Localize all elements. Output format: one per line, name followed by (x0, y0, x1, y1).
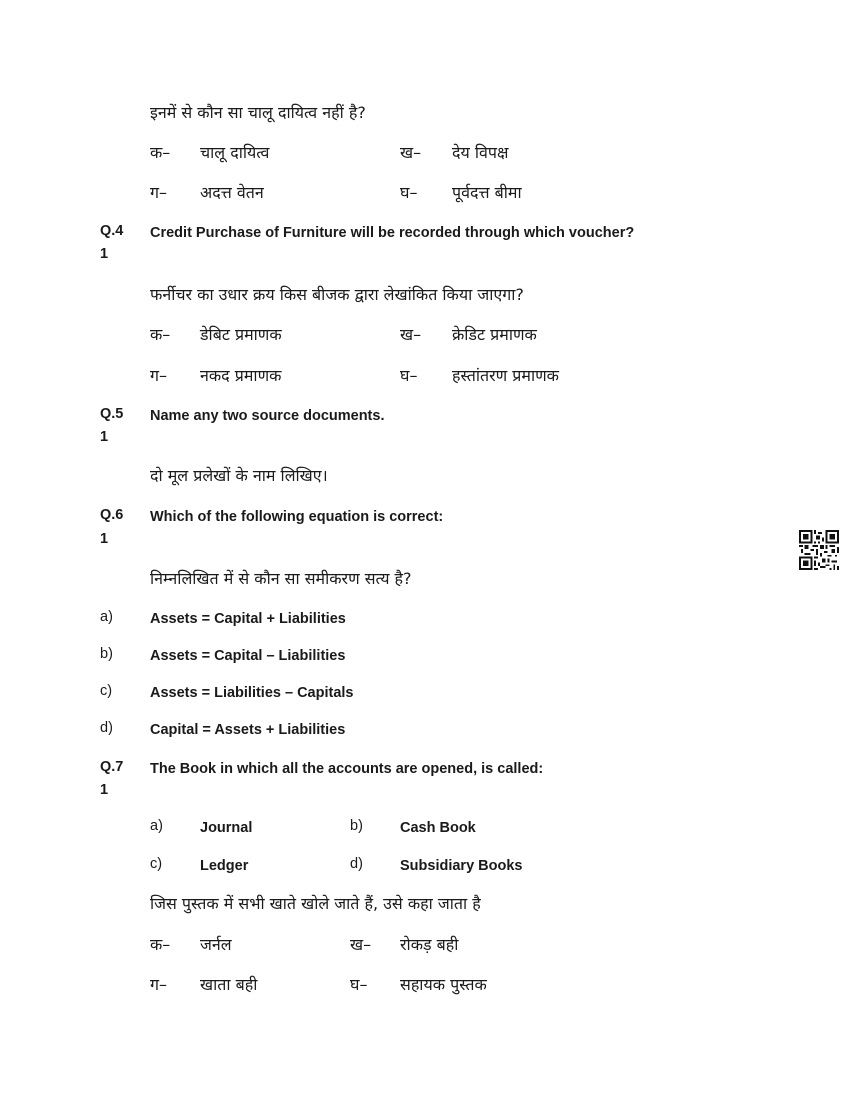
q4-option-text: क्रेडिट प्रमाणक (452, 325, 537, 344)
q6-marks: 1 (100, 531, 109, 547)
q3-option-text: पूर्वदत्त बीमा (452, 183, 522, 202)
q6-option-label: a) (100, 609, 113, 625)
q3-option-text: चालू दायित्व (200, 143, 270, 162)
q6-hindi-question: निम्नलिखित में से कौन सा समीकरण सत्य है? (150, 569, 412, 588)
qr-code-icon (799, 530, 839, 570)
q7-english-question: The Book in which all the accounts are opened, is called: (150, 761, 544, 777)
q4-option-label: घ– (400, 366, 418, 385)
q4-option-text: हस्तांतरण प्रमाणक (452, 366, 559, 385)
q4-option-label: ग– (150, 366, 168, 385)
q3-hindi-question: इनमें से कौन सा चालू दायित्व नहीं है? (150, 103, 366, 122)
q7-number: Q.7 (100, 759, 124, 775)
q4-marks: 1 (100, 246, 109, 262)
q4-option-label: क– (150, 325, 171, 344)
q6-option-text: Assets = Capital + Liabilities (150, 611, 346, 627)
q3-option-label: घ– (400, 183, 418, 202)
q6-english-question: Which of the following equation is correct: (150, 509, 444, 525)
q4-english-question: Credit Purchase of Furniture will be recorded through which voucher? (150, 225, 635, 241)
q7-option-label: a) (150, 818, 163, 834)
q7-option-label: b) (350, 818, 363, 834)
q7-marks: 1 (100, 782, 109, 798)
q7-hindi-option-label: ग– (150, 975, 168, 994)
q3-option-text: देय विपक्ष (452, 143, 509, 162)
q4-option-label: ख– (400, 325, 422, 344)
q7-option-text: Ledger (200, 858, 249, 874)
q7-option-label: c) (150, 856, 163, 872)
q7-hindi-option-label: ख– (350, 935, 372, 954)
q6-option-label: b) (100, 646, 113, 662)
q7-hindi-option-text: रोकड़ बही (400, 935, 459, 954)
q7-option-text: Journal (200, 820, 253, 836)
q6-option-text: Capital = Assets + Liabilities (150, 722, 346, 738)
q7-hindi-option-text: खाता बही (200, 975, 258, 994)
q4-number: Q.4 (100, 223, 124, 239)
q7-hindi-option-text: सहायक पुस्तक (400, 975, 487, 994)
q4-option-text: डेबिट प्रमाणक (200, 325, 282, 344)
q4-option-text: नकद प्रमाणक (200, 366, 282, 385)
q7-hindi-option-label: घ– (350, 975, 368, 994)
q5-number: Q.5 (100, 406, 124, 422)
q6-number: Q.6 (100, 507, 124, 523)
q3-option-text: अदत्त वेतन (200, 183, 264, 202)
q3-option-label: ख– (400, 143, 422, 162)
q6-option-text: Assets = Liabilities – Capitals (150, 685, 354, 701)
q5-marks: 1 (100, 429, 109, 445)
q3-option-label: क– (150, 143, 171, 162)
q7-option-text: Subsidiary Books (400, 858, 523, 874)
q5-english-question: Name any two source documents. (150, 408, 385, 424)
q6-option-label: c) (100, 683, 113, 699)
q7-hindi-question: जिस पुस्तक में सभी खाते खोले जाते हैं, उसे कहा जाता है (150, 894, 481, 913)
q3-option-label: ग– (150, 183, 168, 202)
q7-hindi-option-label: क– (150, 935, 171, 954)
q7-option-label: d) (350, 856, 363, 872)
q5-hindi-question: दो मूल प्रलेखों के नाम लिखिए। (150, 466, 328, 485)
q6-option-label: d) (100, 720, 113, 736)
q7-option-text: Cash Book (400, 820, 476, 836)
q6-option-text: Assets = Capital – Liabilities (150, 648, 346, 664)
q4-hindi-question: फर्नीचर का उधार क्रय किस बीजक द्वारा लेखांकित किया जाएगा? (150, 285, 524, 304)
q7-hindi-option-text: जर्नल (200, 935, 232, 954)
